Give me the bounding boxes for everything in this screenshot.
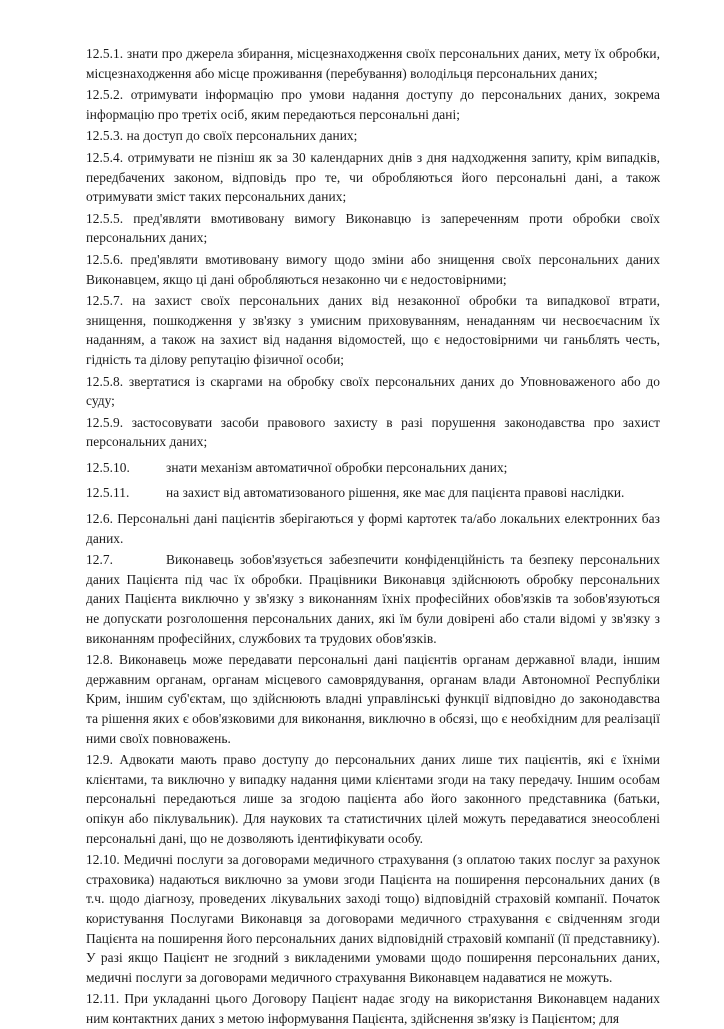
clause-12-11 [86, 989, 660, 1028]
clause-number: 12.5.2. [86, 87, 124, 103]
clause-number: 12.5.6. [86, 251, 124, 267]
clause-12-5-2 [86, 85, 660, 124]
clause-text: на доступ до своїх персональних даних; [126, 128, 358, 144]
clause-12-5-10 [86, 458, 660, 478]
clause-number: 12.5.9. [86, 414, 124, 430]
clause-text: знати про джерела збирання, місцезнаходження своїх персональних даних, мету їх обробки, місцезнаходження або місце проживання (перебування) володільця персональних даних; [86, 46, 660, 81]
clause-12-5-11 [86, 483, 660, 503]
clause-12-9 [86, 750, 660, 848]
clause-number: 12.11. [86, 991, 120, 1007]
clause-text: Медичні послуги за договорами медичного страхування (з оплатою таких послуг за рахунок страховика) надаються виключно за умови згоди Пацієнта на поширення персональних даних (в т.ч. щодо діагнозу, проведених лікувальних заході тощо) відповідній страховій компанії. Початок користування Послугами Виконавця за договорами медичного страхування є свідченням згоди Пацієнта на поширення його персональних даних відповідній страховій компанії (її представнику). У разі якщо Пацієнт не згодний з викладеними умовами щодо поширення персональних даних, медичні послуги за договорами медичного страхування Виконавцем надаватися не можуть. [86, 852, 661, 985]
clause-number: 12.5.3. [86, 128, 124, 144]
clause-12-5-5 [86, 209, 660, 248]
clause-text: отримувати не пізніш як за 30 календарних днів з дня надходження запиту, крім випадків, передбачених законом, відповідь про те, чи обробляються його персональні дані, а також отримувати зміст таких персональних даних; [86, 149, 660, 205]
clause-12-5-6 [86, 250, 660, 289]
clause-number: 12.9. [86, 752, 114, 768]
clause-12-5-4 [86, 148, 660, 207]
clause-text: Виконавець зобов'язується забезпечити конфіденційність та безпеку персональних даних Пацієнта під час їх обробки. Працівники Виконавця здійснюють обробку персональних даних Пацієнта виключно у зв'язку з виконанням їхніх професійних обов'язків та зобов'язуються не допускати розголошення персональних даних, які їм були довірені або стали відомі у зв'язку з виконанням професійних, службових та трудових обов'язків. [86, 552, 660, 646]
clause-12-8 [86, 650, 660, 748]
clause-text: на захист своїх персональних даних від незаконної обробки та випадкової втрати, знищення, пошкодження у зв'язку з умисним приховуванням, ненаданням чи несвоєчасним їх наданням, а також на захист від надання відомостей, що є недостовірними чи ганьблять честь, гідність та ділову репутацію фізичної особи; [86, 293, 660, 367]
clause-12-5-3 [86, 126, 660, 146]
clause-text: отримувати інформацію про умови надання доступу до персональних даних, зокрема інформацію про третіх осіб, яким передаються персональні дані; [86, 87, 660, 122]
clause-12-5-8 [86, 372, 660, 411]
clause-12-5-9 [86, 413, 660, 452]
clause-number: 12.5.10. [86, 459, 130, 475]
clause-number: 12.5.7. [86, 293, 124, 309]
clause-number: 12.5.8. [86, 373, 124, 389]
clause-text: пред'являти вмотивовану вимогу щодо зміни або знищення своїх персональних даних Виконавцем, якщо ці дані обробляються незаконно чи є недостовірними; [86, 251, 660, 287]
clause-text: Адвокати мають право доступу до персональних даних лише тих пацієнтів, які є їхніми клієнтами, та виключно у випадку надання цими клієнтами згоди на таку передачу. Іншим особам персональні передаються лише за згодою пацієнта або його законного представника (батьки, опікун або піклувальник). Для наукових та статистичних цілей можуть передаватися знеособлені персональні дані, що не дозволяють ідентифікувати особу. [86, 752, 660, 846]
clause-12-6 [86, 509, 660, 548]
clause-number: 12.7. [86, 552, 114, 568]
clause-12-7 [86, 550, 660, 648]
clause-text: пред'являти вмотивовану вимогу Виконавцю із запереченням проти обробки своїх персональних даних; [86, 210, 660, 246]
clause-text: застосовувати засоби правового захисту в разі порушення законодавства про захист персональних даних; [86, 414, 660, 450]
clause-number: 12.5.1. [86, 46, 124, 61]
clause-number: 12.5.11. [86, 485, 130, 501]
clause-text: на захист від автоматизованого рішення, яке має для пацієнта правові наслідки. [166, 485, 625, 501]
clause-text: знати механізм автоматичної обробки персональних даних; [166, 459, 508, 475]
clause-number: 12.5.5. [86, 210, 124, 226]
clause-number: 12.5.4. [86, 149, 124, 165]
clause-text: При укладанні цього Договору Пацієнт надає згоду на використання Виконавцем наданих ним контактних даних з метою інформування Пацієнта, здійснення зв'язку із Пацієнтом; для [86, 991, 660, 1026]
clause-number: 12.10. [86, 852, 120, 868]
clause-12-10 [86, 850, 660, 987]
clause-number: 12.6. [86, 511, 114, 527]
clause-12-5-7 [86, 291, 660, 369]
clause-text: звертатися із скаргами на обробку своїх персональних даних до Уповноваженого або до суду; [86, 373, 660, 409]
clause-text: Персональні дані пацієнтів зберігаються у формі картотек та/або локальних електронних баз даних. [86, 511, 660, 546]
clause-12-5-1 [86, 44, 660, 83]
clause-number: 12.8. [86, 652, 114, 668]
clause-text: Виконавець може передавати персональні дані пацієнтів органам державної влади, іншим державним органам, органам місцевого самоврядування, органам влади Автономної Республіки Крим, іншим суб'єктам, що здійснюють владні управлінські функції відповідно до законодавства та рішення яких є обов'язковими для виконання, виключно в обсязі, що є необхідним для реалізації ними своїх повноважень. [86, 652, 660, 746]
